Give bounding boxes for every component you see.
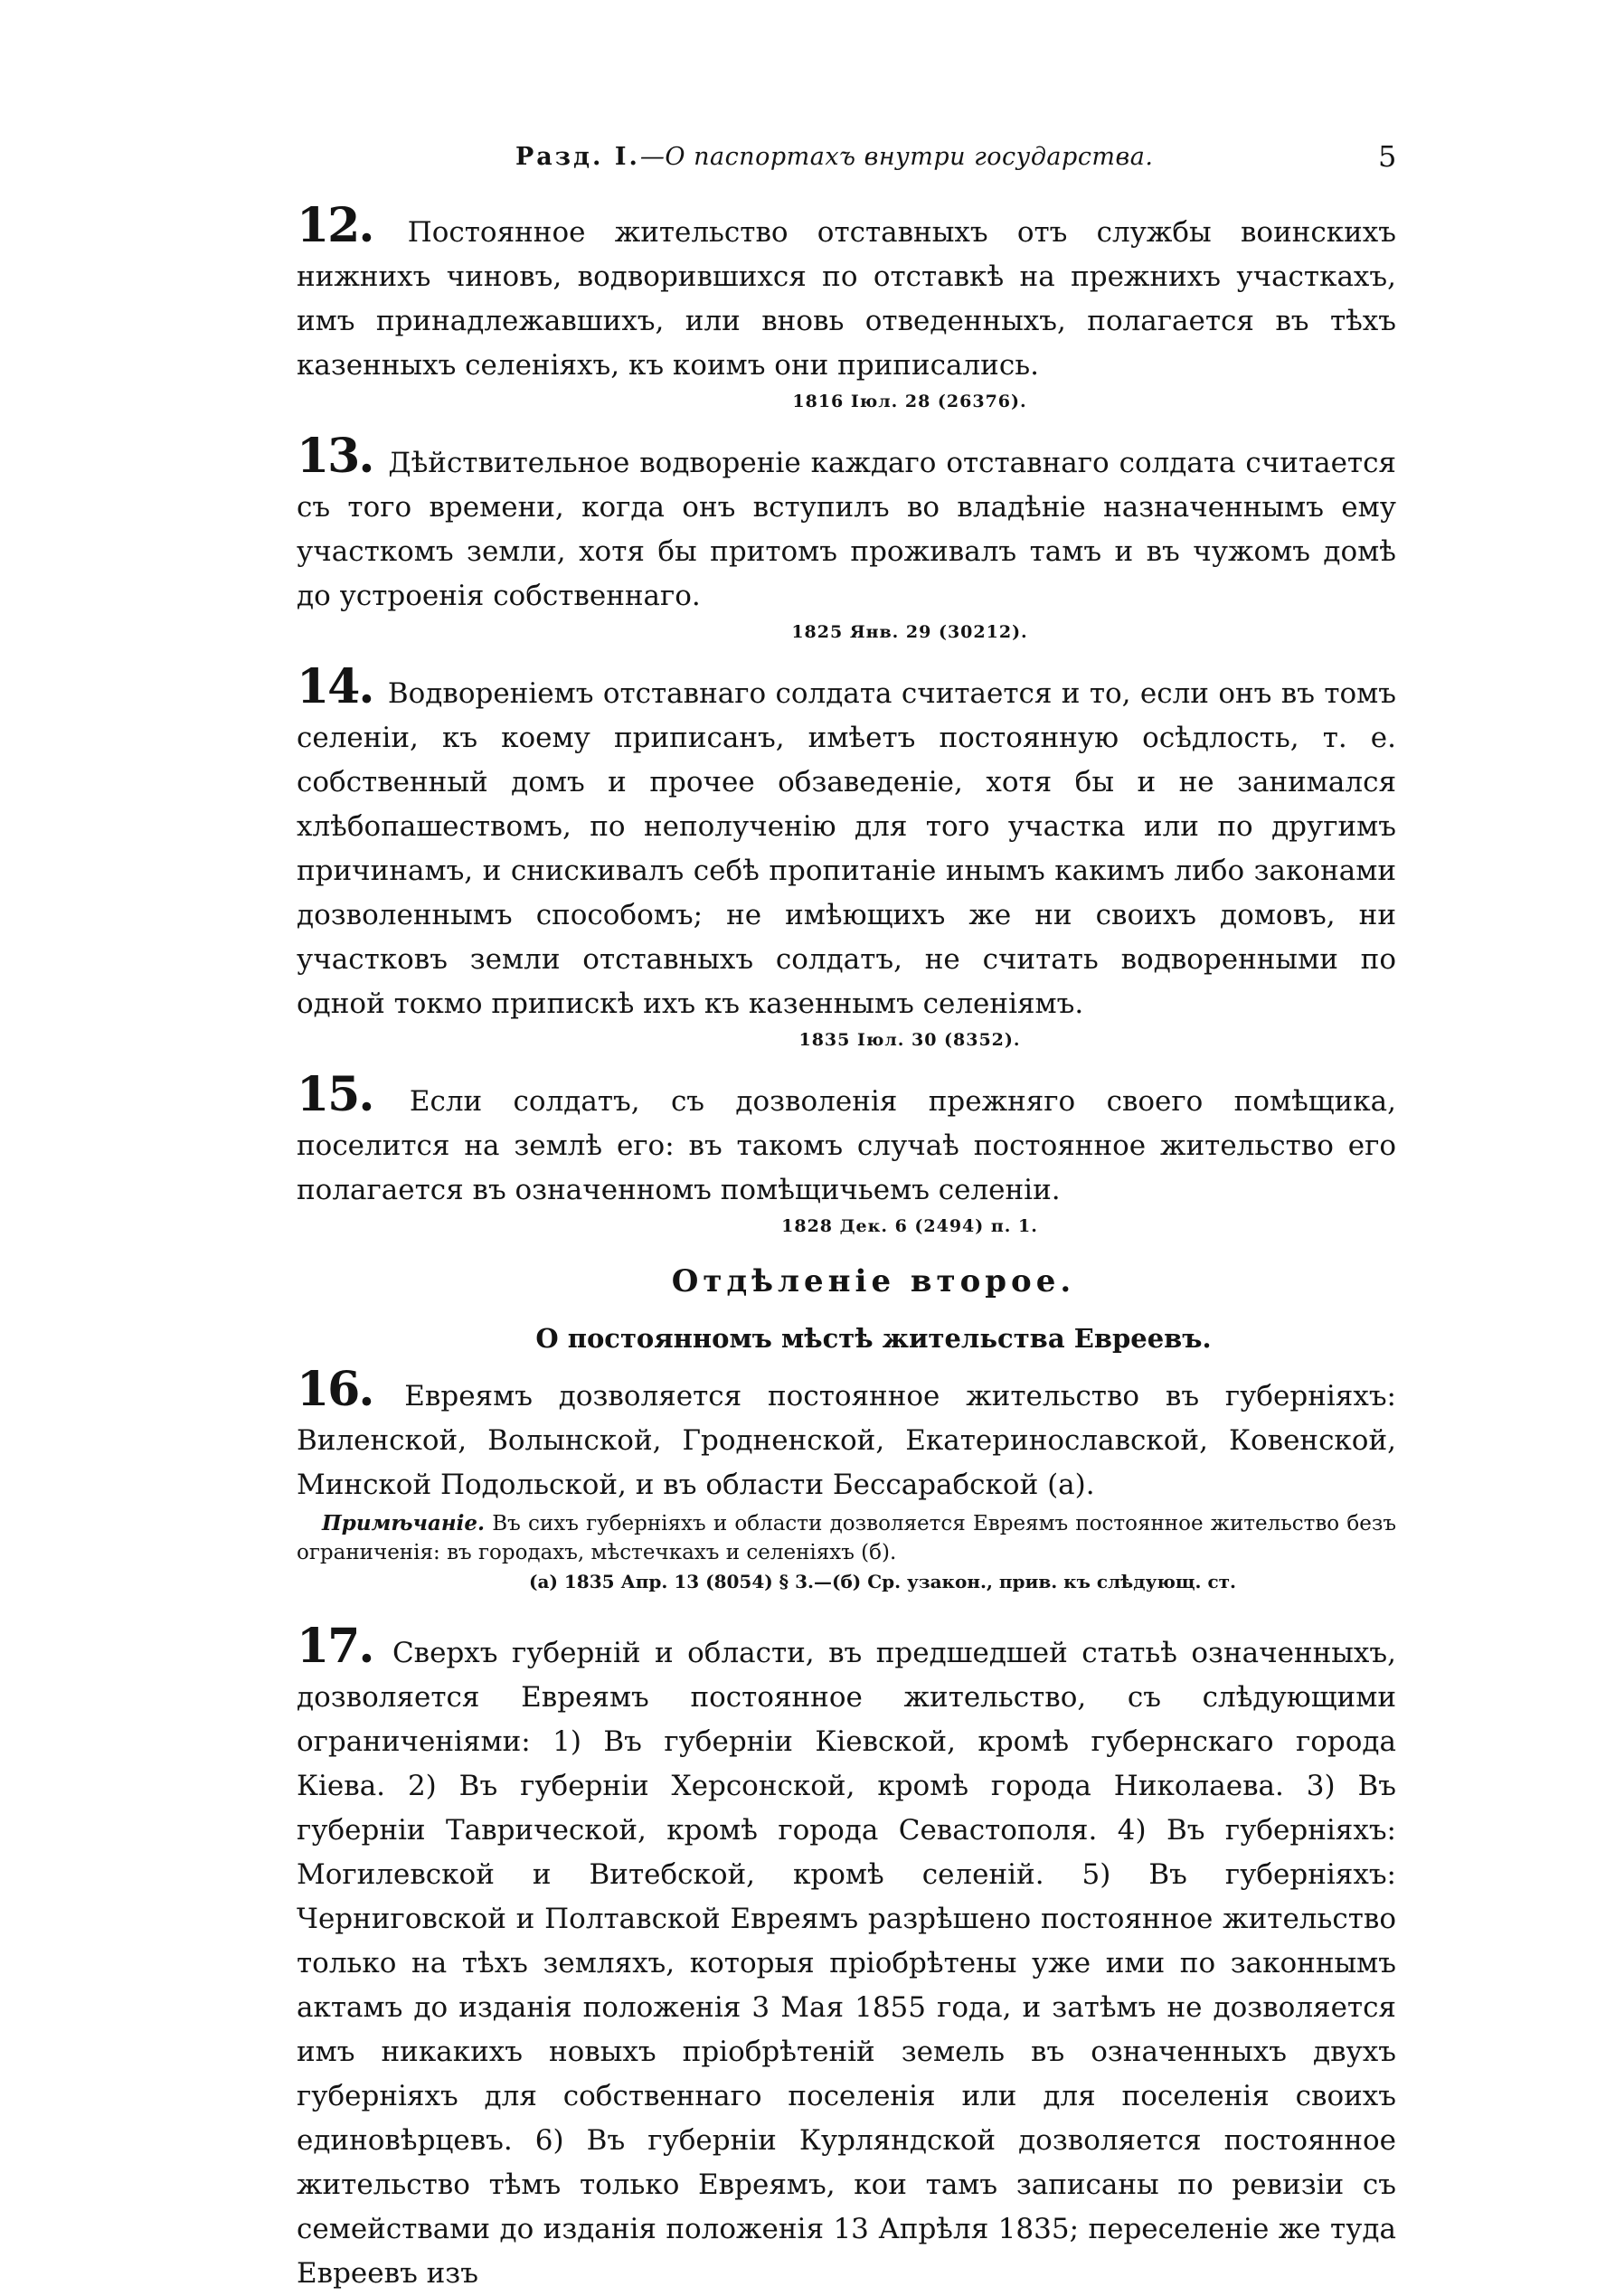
note-label: Примѣчаніе. (322, 1511, 486, 1535)
page-body (297, 198, 1397, 2296)
article-16 (297, 1362, 1396, 1507)
article-12 (297, 198, 1396, 388)
article-17 (297, 1619, 1396, 2296)
article-number: 12. (297, 198, 373, 253)
article-text: Евреямъ дозволяется постоянное жительство въ губерніяхъ: Виленской, Волынской, Гродненской, Екатеринославской, Ковенской, Минской Подольской, и въ области Бессарабской (а). (297, 1380, 1396, 1501)
running-title: —О паспортахъ внутри государства. (639, 143, 1154, 171)
article-14 (297, 659, 1396, 1026)
article-number: 13. (297, 429, 373, 484)
article-source: 1835 Іюл. 30 (8352). (798, 1030, 1021, 1050)
article-note (297, 1509, 1396, 1567)
article-text: Постоянное жительство отставныхъ отъ службы воинскихъ нижнихъ чиновъ, водворившихся по отставкѣ на прежнихъ участкахъ, имъ принадлежавшихъ, или вновь отведенныхъ, полагается въ тѣхъ казенныхъ селеніяхъ, къ коимъ они приписались. (297, 216, 1396, 382)
article-source: (а) 1835 Апр. 13 (8054) § 3.—(б) Ср. узакон., прив. къ слѣдующ. ст. (529, 1571, 1236, 1592)
article-source: 1816 Іюл. 28 (26376). (792, 392, 1027, 411)
note-text: Въ сихъ губерніяхъ и области дозволяется Евреямъ постоянное жительство безъ ограниченія: въ городахъ, мѣстечкахъ и селеніяхъ (б). (297, 1512, 1397, 1564)
article-source: 1828 Дек. 6 (2494) п. 1. (781, 1216, 1038, 1236)
article-number: 14. (297, 659, 373, 714)
article-source: 1825 Янв. 29 (30212). (791, 622, 1028, 642)
section-title: Отдѣленіе второе. (671, 1263, 1076, 1299)
running-head (515, 143, 1153, 171)
article-number: 17. (297, 1619, 373, 1674)
article-text: Водвореніемъ отставнаго солдата считается и то, если онъ въ томъ селеніи, къ коему приписанъ, имѣетъ постоянную осѣдлость, т. е. собственный домъ и прочее обзаведеніе, хотя бы и не занимался хлѣбопашествомъ, по неполученію для того участка или по другимъ причинамъ, и снискивалъ себѣ пропитаніе инымъ какимъ либо законами дозволеннымъ способомъ; не имѣющихъ же ни своихъ домовъ, ни участковъ земли отставныхъ солдатъ, не считать водворенными по одной токмо припискѣ ихъ къ казеннымъ селеніямъ. (297, 677, 1396, 1020)
article-text: Сверхъ губерній и области, въ предшедшей статьѣ означенныхъ, дозволяется Евреямъ постоянное жительство, съ слѣдующими ограниченіями: 1) Въ губерніи Кіевской, кромѣ губернскаго города Кіева. 2) Въ губерніи Херсонской, кромѣ города Николаева. 3) Въ губерніи Таврической, кромѣ города Севастополя. 4) Въ губерніяхъ: Могилевской и Витебской, кромѣ селеній. 5) Въ губерніяхъ: Черниговской и Полтавской Евреямъ разрѣшено постоянное жительство только на тѣхъ земляхъ, которыя пріобрѣтены уже ими по законнымъ актамъ до изданія положенія 3 Мая 1855 года, и затѣмъ не дозволяется имъ никакихъ новыхъ пріобрѣтеній земель въ означенныхъ двухъ губерніяхъ для собственнаго поселенія или для поселенія своихъ единовѣрцевъ. 6) Въ губерніи Курляндской дозволяется постоянное жительство тѣмъ только Евреямъ, кои тамъ записаны по ревизіи съ семействами до изданія положенія 13 Апрѣля 1835; переселеніе же туда Евреевъ изъ (297, 1637, 1396, 2290)
article-text: Дѣйствительное водвореніе каждаго отставнаго солдата считается съ того времени, когда онъ вступилъ во владѣніе назначеннымъ ему участкомъ земли, хотя бы притомъ проживалъ тамъ и въ чужомъ домѣ до устроенія собственнаго. (297, 447, 1396, 612)
section-subtitle: О постоянномъ мѣстѣ жительства Евреевъ. (535, 1323, 1212, 1354)
article-13 (297, 429, 1396, 619)
section-label: Разд. I. (515, 143, 640, 171)
article-15 (297, 1067, 1396, 1213)
article-number: 15. (297, 1067, 373, 1122)
article-text: Если солдатъ, съ дозволенія прежняго своего помѣщика, поселится на землѣ его: въ такомъ случаѣ постоянное жительство его полагается въ означенномъ помѣщичьемъ селеніи. (297, 1085, 1396, 1206)
article-number: 16. (297, 1362, 373, 1417)
page-number: 5 (1378, 139, 1397, 174)
